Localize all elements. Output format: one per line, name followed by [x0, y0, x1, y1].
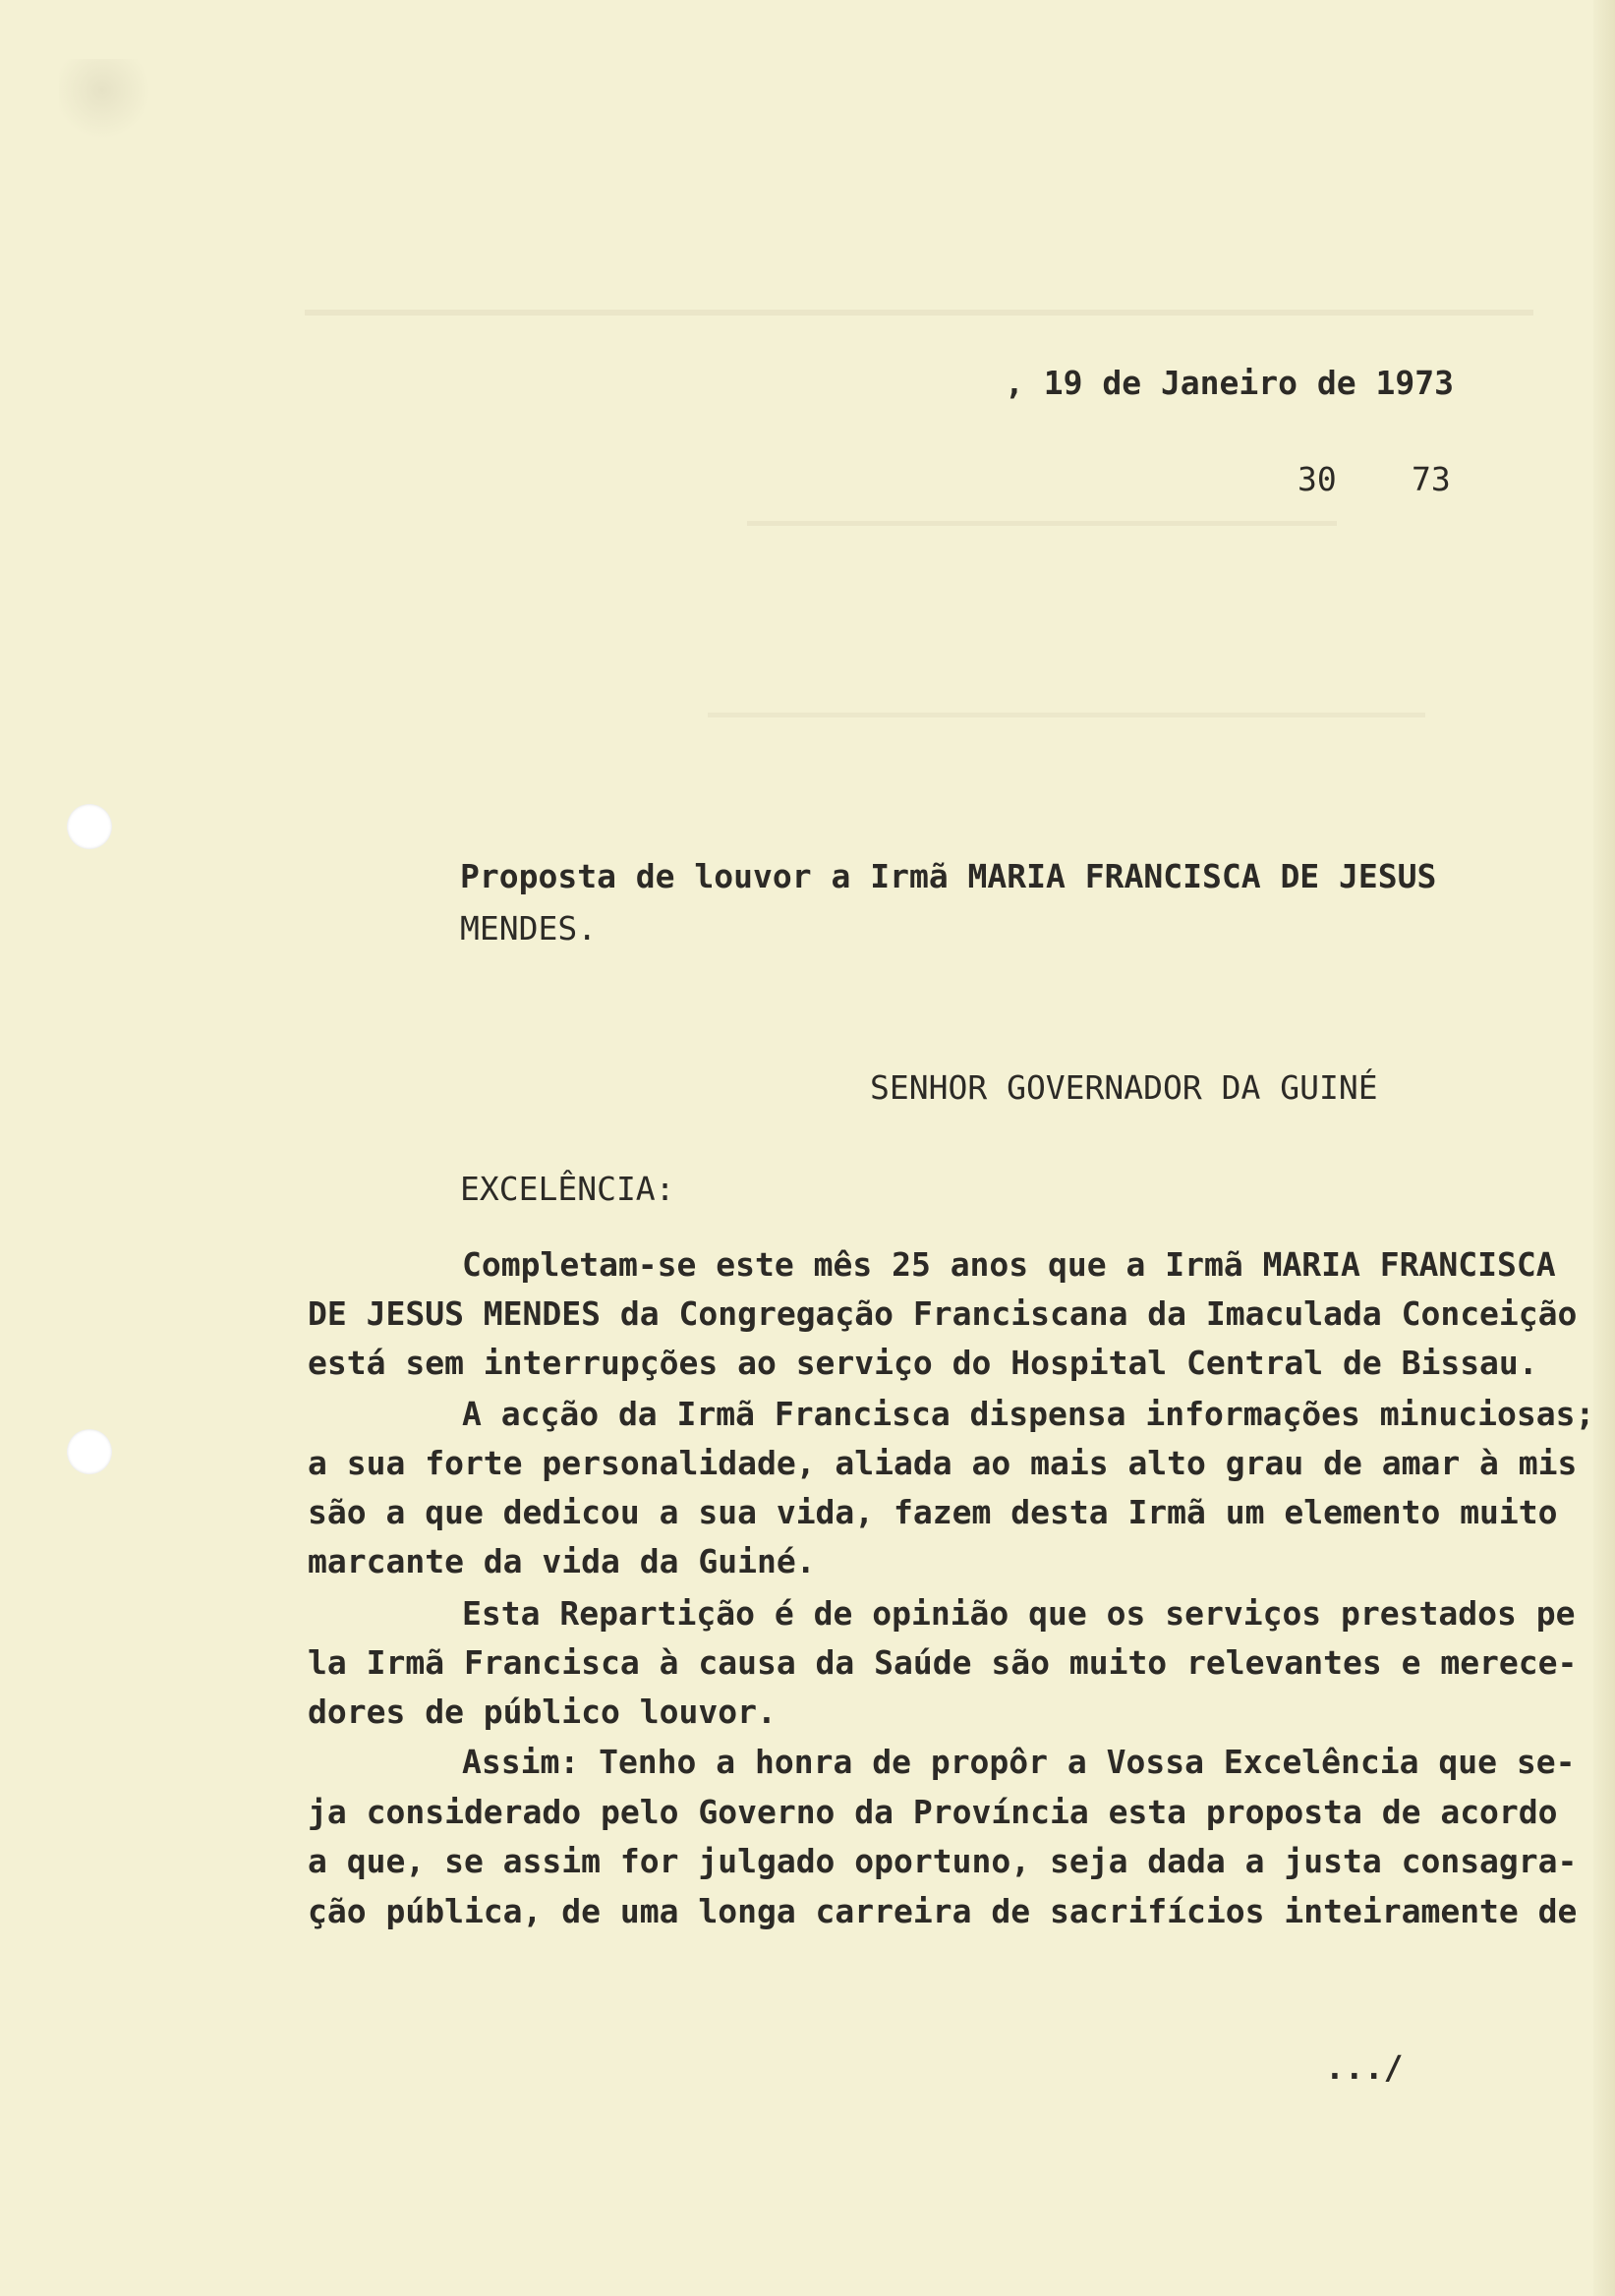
body-line: DE JESUS MENDES da Congregação Franciscana da Imaculada Conceição — [308, 1294, 1578, 1333]
continuation-marker: .../ — [1325, 2048, 1404, 2087]
body-line: dores de público louvor. — [308, 1693, 777, 1731]
body-line: são a que dedicou a sua vida, fazem desta Irmã um elemento muito — [308, 1493, 1558, 1531]
body-line: está sem interrupções ao serviço do Hospital Central de Bissau. — [308, 1344, 1538, 1382]
body-line: ja considerado pelo Governo da Província esta proposta de acordo — [308, 1793, 1558, 1831]
addressee: SENHOR GOVERNADOR DA GUINÉ — [870, 1068, 1378, 1107]
body-line: Assim: Tenho a honra de propôr a Vossa Excelência que se- — [462, 1743, 1576, 1781]
body-line: Completam-se este mês 25 anos que a Irmã MARIA FRANCISCA — [462, 1245, 1556, 1284]
show-through-mark — [708, 713, 1425, 737]
punch-hole-upper — [67, 804, 112, 849]
paper-stain — [59, 59, 167, 138]
reference-number-b: 73 — [1412, 460, 1451, 498]
subject-line-2: MENDES. — [460, 909, 598, 947]
show-through-mark — [305, 310, 1533, 345]
show-through-mark — [747, 521, 1337, 545]
body-line: a sua forte personalidade, aliada ao mais alto grau de amar à mis — [308, 1444, 1578, 1482]
continuation-dots: ... — [1325, 2048, 1384, 2087]
date-line: , 19 de Janeiro de 1973 — [1005, 364, 1454, 402]
body-line: Esta Repartição é de opinião que os serviços prestados pe — [462, 1594, 1576, 1633]
body-line: a que, se assim for julgado oportuno, seja dada a justa consagra- — [308, 1842, 1578, 1880]
reference-number-a: 30 — [1298, 460, 1337, 498]
punch-hole-lower — [67, 1429, 112, 1474]
salutation: EXCELÊNCIA: — [460, 1170, 675, 1208]
paper-edge — [1593, 0, 1615, 2296]
body-line: A acção da Irmã Francisca dispensa informações minuciosas; — [462, 1395, 1595, 1433]
body-line: marcante da vida da Guiné. — [308, 1542, 816, 1580]
body-line: la Irmã Francisca à causa da Saúde são muito relevantes e merece- — [308, 1643, 1578, 1682]
subject-line-1: Proposta de louvor a Irmã MARIA FRANCISCA DE JESUS — [460, 857, 1437, 895]
body-line: ção pública, de uma longa carreira de sacrifícios inteiramente de — [308, 1892, 1578, 1930]
